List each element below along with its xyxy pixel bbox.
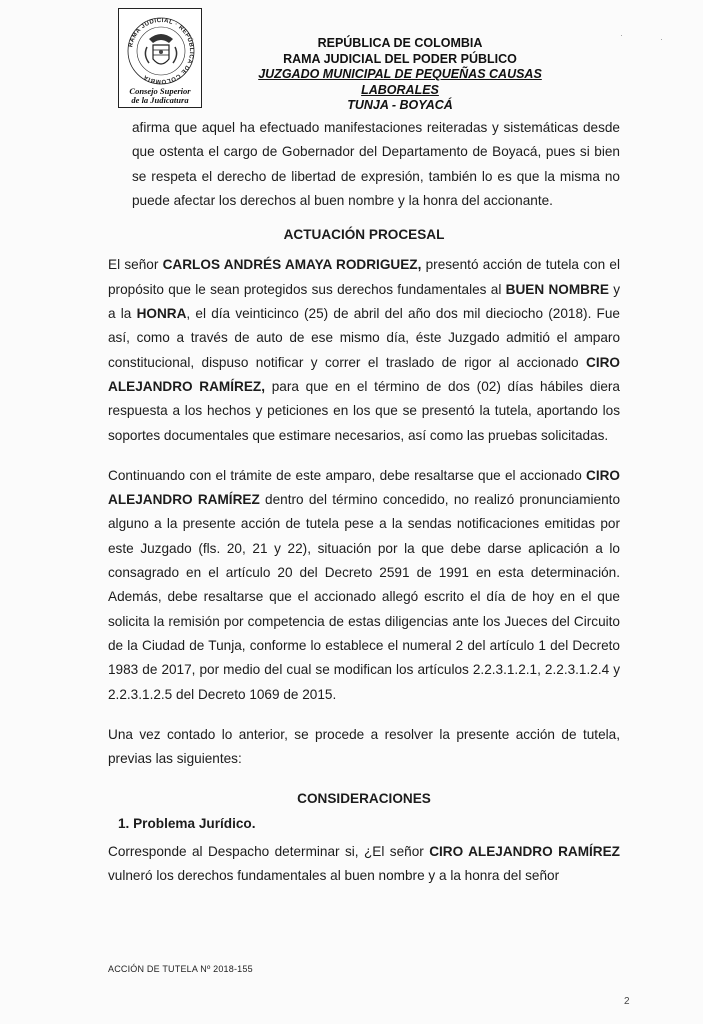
seal-ring-text: RAMA JUDICIAL · REPÚBLICA DE COLOMBIA	[128, 17, 195, 85]
coat-of-arms-icon	[119, 9, 203, 89]
right-honra: HONRA	[136, 306, 187, 322]
scan-speck: ·	[620, 30, 623, 40]
plaintiff-name: CARLOS ANDRÉS AMAYA RODRIGUEZ,	[162, 257, 422, 273]
seal-caption	[119, 87, 201, 105]
seal-caption-line2: de la Judicatura	[131, 95, 189, 105]
text-run: y a la	[108, 281, 620, 322]
section-title-actuacion: ACTUACIÓN PROCESAL	[283, 227, 445, 243]
document-header	[220, 36, 580, 114]
footer-case-label: ACCIÓN DE TUTELA Nº 2018-155	[108, 964, 253, 974]
scan-speck: ·	[660, 34, 663, 44]
defendant-name: CIRO ALEJANDRO RAMÍREZ,	[108, 354, 620, 394]
text-run: Continuando con el trámite de este amparo, debe resaltarse que el accionado	[108, 467, 587, 483]
header-city: TUNJA - BOYACÁ	[347, 98, 453, 112]
page-number: 2	[624, 996, 630, 1007]
text-run: Corresponde al Despacho determinar si, ¿El señor	[108, 844, 430, 860]
section-title-consideraciones: CONSIDERACIONES	[297, 791, 431, 807]
defendant-name: CIRO ALEJANDRO RAMÍREZ	[429, 844, 620, 860]
text-run: presentó acción de tutela con el propósito que le sean protegidos sus derechos fundamentales al	[108, 257, 620, 297]
text-run: El señor	[108, 257, 163, 273]
text-run: , el día veinticinco (25) de abril del año dos mil dieciocho (2018). Fue así, como a través de auto de ese mismo día, éste Juzgado admitió el amparo constitucional, dispuso notificar y correr el traslado de rigor al accionado	[108, 306, 620, 370]
right-buen-nombre: BUEN NOMBRE	[505, 281, 609, 297]
header-country: REPÚBLICA DE COLOMBIA	[317, 36, 483, 50]
subsection-problema-juridico: 1. Problema Jurídico.	[118, 815, 256, 831]
document-body	[108, 116, 620, 889]
intro-paragraph: afirma que aquel ha efectuado manifestaciones reiteradas y sistemáticas desde que ostenta el cargo de Gobernador del Departamento de Boyacá, pues si bien se respeta el derecho de libertad de expresión, también lo es que la misma no puede afectar los derechos al buen nombre y la honra del accionante.	[132, 120, 620, 208]
paragraph-actuacion	[108, 253, 620, 447]
header-court: JUZGADO MUNICIPAL DE PEQUEÑAS CAUSAS LABORALES	[258, 67, 542, 97]
seal-caption-line1: Consejo Superior	[129, 86, 191, 96]
text-run: vulneró los derechos fundamentales al buen nombre y a la honra del señor	[108, 868, 560, 884]
header-branch: RAMA JUDICIAL DEL PODER PÚBLICO	[283, 51, 517, 66]
paragraph-continuando	[108, 464, 620, 707]
paragraph-corresponde	[108, 840, 620, 889]
defendant-name: CIRO ALEJANDRO RAMÍREZ	[108, 467, 620, 508]
text-run: dentro del término concedido, no realizó pronunciamiento alguno a la presente acción de tutela pese a la sendas notificaciones emitidas por este Juzgado (fls. 20, 21 y 22), situación por la que debe darse aplicación a lo consagrado en el artículo 20 del Decreto 2591 de 1991 en esta determinación. Además, debe resaltarse que el accionado allegó escrito el día de hoy en el que solicita la remisión por competencia de estas diligencias ante los Jueces del Circuito de la Ciudad de Tunja, conforme lo establece el numeral 2 del artículo 1 del Decreto 1983 de 2017, por medio del cual se modifican los artículos 2.2.3.1.2.1, 2.2.3.1.2.4 y 2.2.3.1.2.5 del Decreto 1069 de 2015.	[108, 492, 621, 702]
text-run: para que en el término de dos (02) días hábiles diera respuesta a los hechos y peticiones en los que se presentó la tutela, aportando los soportes documentales que estimare necesarios, así como las pruebas solicitadas.	[108, 378, 620, 443]
paragraph-una-vez: Una vez contado lo anterior, se procede a resolver la presente acción de tutela, previas las siguientes:	[108, 726, 620, 767]
judicial-seal	[118, 8, 202, 108]
